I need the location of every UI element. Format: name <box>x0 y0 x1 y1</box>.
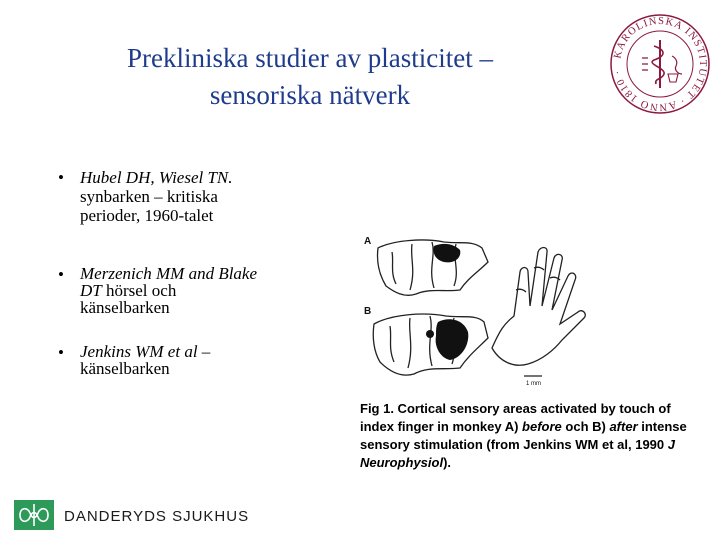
bullet-authors: Merzenich MM and Blake <box>80 264 258 283</box>
title-line-2: sensoriska nätverk <box>209 80 411 110</box>
cortical-map-figure <box>364 228 604 388</box>
caption-emphasis: after <box>609 419 638 434</box>
bullet-text: – <box>197 342 211 361</box>
caption-text: ). <box>443 455 452 470</box>
slide-title <box>40 40 580 114</box>
bullet-symbol: • <box>58 265 64 284</box>
title-line-1: Prekliniska studier av plasticitet – <box>127 43 493 73</box>
bullet-authors-cont: DT <box>80 281 102 300</box>
bullet-symbol: • <box>58 343 64 362</box>
caption-text: intense sensory stimulation (from Jenkins WM et al, 1990 <box>360 419 687 452</box>
caption-emphasis: before <box>522 419 562 434</box>
figure-label-b: B <box>364 306 372 317</box>
bullet-text: hörsel och <box>101 281 177 300</box>
bullet-line: känselbarken <box>80 359 170 378</box>
footer-hospital-name: DANDERYDS SJUKHUS <box>64 508 250 525</box>
bullet-authors: Hubel DH, Wiesel TN. <box>80 168 233 187</box>
figure-caption <box>360 400 690 472</box>
karolinska-seal-logo <box>608 12 712 116</box>
figure-label-a: A <box>364 236 372 247</box>
bullet-line: synbarken – kritiska <box>80 187 218 206</box>
bullet-line <box>80 343 320 360</box>
caption-text: Fig 1. Cortical sensory areas activated by touch of index finger in monkey A) <box>360 401 671 434</box>
bullet-line: känselbarken <box>80 298 170 317</box>
caption-journal: J Neurophysiol <box>360 437 675 470</box>
bullet-line: perioder, 1960-talet <box>80 206 214 225</box>
bullet-line <box>80 282 320 299</box>
ornamental-knot-icon <box>14 500 54 530</box>
caption-text: och B) <box>561 419 610 434</box>
svg-text:KAROLINSKA INSTITUTET · ANNO 1: KAROLINSKA INSTITUTET · ANNO 1810 · <box>612 15 709 113</box>
bullet-authors: Jenkins WM et al <box>80 342 198 361</box>
figure-scale-label: 1 mm <box>526 381 541 387</box>
bullet-symbol: • <box>58 168 64 187</box>
